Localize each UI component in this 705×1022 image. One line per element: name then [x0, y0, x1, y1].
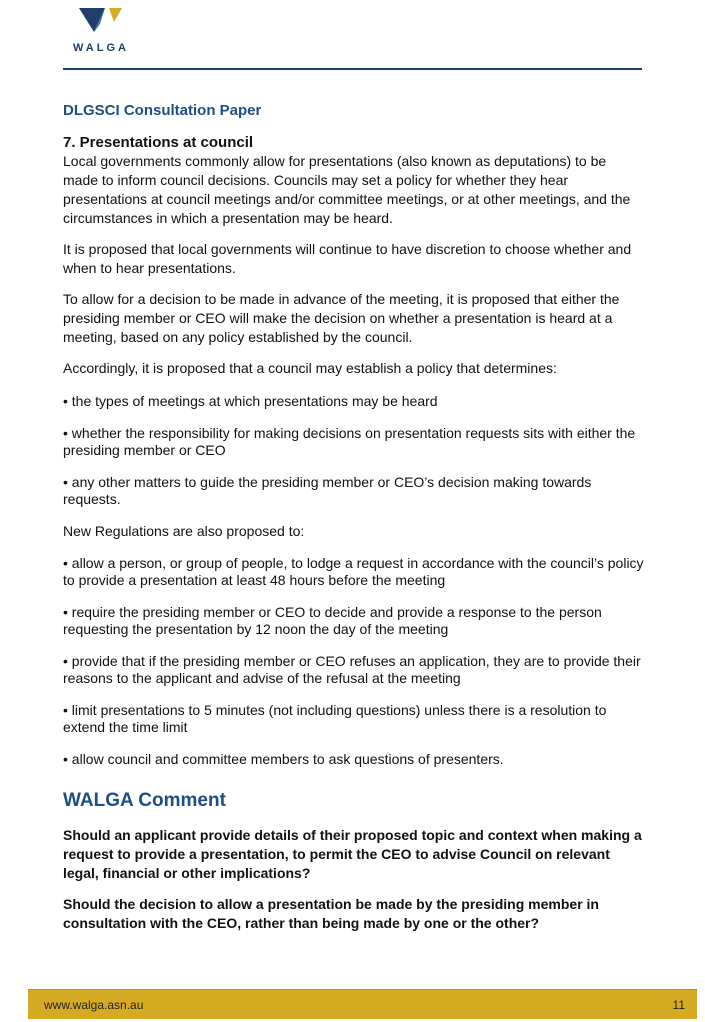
comment-question: Should an applicant provide details of their proposed topic and context when making a request to provide a presentation, to permit the CEO to advise Council on relevant legal, financial or other implications? — [63, 827, 642, 881]
page-number: 11 — [672, 998, 685, 1012]
walga-logo — [70, 6, 132, 56]
header-divider — [63, 68, 642, 70]
regulation-bullet: • provide that if the presiding member or CEO refuses an application, they are to provide their reasons to the applicant and advise of the refusal at the meeting — [63, 653, 641, 686]
logo-text: WALGA — [73, 42, 129, 54]
section-heading: 7. Presentations at council — [63, 134, 254, 151]
comment-heading: WALGA Comment — [63, 790, 226, 811]
paragraph: To allow for a decision to be made in advance of the meeting, it is proposed that either the presiding member or CEO will make the decision on whether a presentation is heard at a meeting, based on any policy established by the council. — [63, 291, 620, 345]
policy-bullet: • any other matters to guide the presiding member or CEO’s decision making towards requests. — [63, 474, 592, 507]
paragraph: Accordingly, it is proposed that a council may establish a policy that determines: — [63, 360, 557, 376]
paper-title: DLGSCI Consultation Paper — [63, 102, 262, 119]
regulations-intro: New Regulations are also proposed to: — [63, 523, 305, 539]
paragraph: It is proposed that local governments will continue to have discretion to choose whether and when to hear presentations. — [63, 241, 632, 276]
footer-url[interactable]: www.walga.asn.au — [44, 998, 144, 1012]
paragraph: Local governments commonly allow for presentations (also known as deputations) to be made to inform council decisions. Councils may set a policy for whether they hear presentations at council meetings and/or committee meetings, or at other meetings, and the circumstances in which a presentation may be heard. — [63, 153, 631, 226]
footer-bar — [28, 989, 697, 1019]
document-body — [63, 102, 645, 945]
regulation-bullet: • allow a person, or group of people, to lodge a request in accordance with the council’s policy to provide a presentation at least 48 hours before the meeting — [63, 555, 644, 588]
comment-question: Should the decision to allow a presentation be made by the presiding member in consultation with the CEO, rather than being made by one or the other? — [63, 896, 599, 931]
regulation-bullet: • limit presentations to 5 minutes (not including questions) unless there is a resolution to extend the time limit — [63, 702, 607, 735]
regulation-bullet: • require the presiding member or CEO to decide and provide a response to the person requesting the presentation by 12 noon the day of the meeting — [63, 604, 602, 637]
policy-bullet: • the types of meetings at which presentations may be heard — [63, 393, 438, 409]
regulation-bullet: • allow council and committee members to ask questions of presenters. — [63, 751, 504, 767]
walga-logo-mark-icon — [70, 6, 132, 42]
policy-bullet: • whether the responsibility for making decisions on presentation requests sits with either the presiding member or CEO — [63, 425, 636, 458]
